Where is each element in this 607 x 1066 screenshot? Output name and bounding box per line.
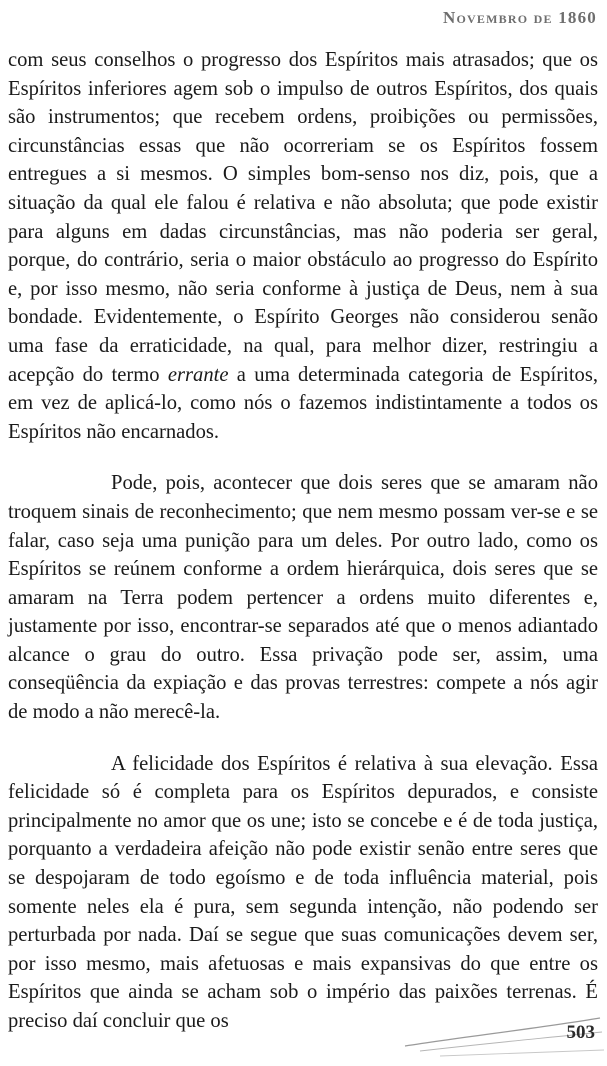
paragraph-text: Pode, pois, acontecer que dois seres que se amaram não troquem sinais de reconhecimento; que nem mesmo possam ver-se e se falar, caso seja uma punição para um deles. Por outro lado, como os Espíritos se reúnem conforme a ordem hierárquica, dois seres que se amaram na Terra podem pertencer a ordens muito diferentes e, justamente por isso, encontrar-se separados até que o menos adiantado alcance o grau do outro. Essa privação pode ser, assim, uma conseqüência da expiação e das provas terrestres: compete a nós agir de modo a não merecê-la. xyxy=(8,472,598,724)
running-header: Novembro de 1860 xyxy=(443,8,597,27)
page-number: 503 xyxy=(566,1022,595,1043)
paragraph-3 xyxy=(8,750,598,1036)
paragraph-text: com seus conselhos o progresso dos Espíritos mais atrasados; que os Espíritos inferiores agem sob o impulso de outros Espíritos, dos quais são instrumentos; que recebem ordens, proibições ou permissões, circunstâncias essas que não ocorreriam se os Espíritos fossem entregues a si mesmos. O simples bom-senso nos diz, pois, que a situação da qual ele falou é relativa e não absoluta; que pode existir para alguns em dadas circunstâncias, mas não poderia ser geral, porque, do contrário, seria o maior obstáculo ao progresso do Espírito e, por isso mesmo, não seria conforme à justiça de Deus, nem à sua bondade. Evidentemente, o Espírito Georges não considerou senão uma fase da erraticidade, na qual, para melhor dizer, restringiu a acepção do termo xyxy=(8,49,598,386)
emphasized-term: errante xyxy=(167,363,229,386)
paragraph-text: a uma determinada categoria de Espíritos, em vez de aplicá-lo, como nós o fazemos indistintamente a todos os Espíritos não encarnados. xyxy=(8,363,599,443)
page-footer xyxy=(0,1006,607,1066)
paragraph-2 xyxy=(8,469,598,726)
page-body xyxy=(8,46,598,1059)
paragraph-text: A felicidade dos Espíritos é relativa à sua elevação. Essa felicidade só é completa para os Espíritos depurados, e consiste principalmente no amor que os une; isto se concebe e é de toda justiça, porquanto a verdadeira afeição não pode existir senão entre seres que se despojaram de todo egoísmo e de toda influência material, pois somente neles ela é pura, sem segunda intenção, não podendo ser perturbada por nada. Daí se segue que suas comunicações devem ser, por isso mesmo, mais afetuosas e mais expansivas do que entre os Espíritos que ainda se acham sob o império das paixões terrenas. É preciso daí concluir que os xyxy=(8,752,598,1032)
footer-swoosh-ornament xyxy=(0,1006,607,1066)
paragraph-1 xyxy=(8,46,598,446)
